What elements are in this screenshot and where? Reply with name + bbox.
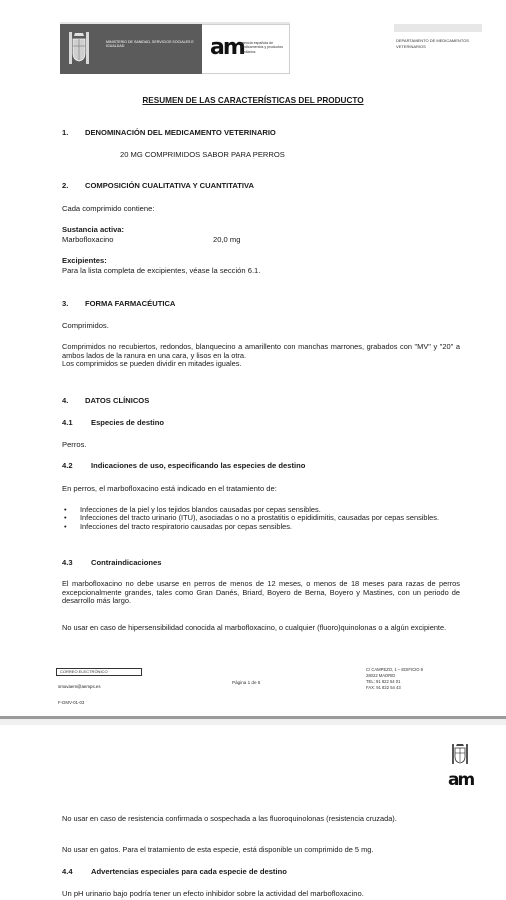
section-1-heading: DENOMINACIÓN DEL MEDICAMENTO VETERINARIO bbox=[85, 128, 276, 137]
address-line: TEL: 91 822 54 01 bbox=[366, 679, 401, 684]
address-line: C/ CAMPEZO, 1 – EDIFICIO 8 bbox=[366, 667, 424, 672]
warnings-text: Un pH urinario bajo podría tener un efecto inhibidor sobre la actividad del marbofloxacino. bbox=[62, 889, 364, 898]
ministry-name: MINISTERIO DE SANIDAD, SERVICIOS SOCIALES E IGUALDAD bbox=[106, 40, 194, 49]
active-substance-amount: 20,0 mg bbox=[213, 235, 241, 244]
agency-address bbox=[366, 667, 476, 691]
agency-name: agencia española de medicamentos y productos sanitarios bbox=[240, 41, 283, 54]
indications-intro: En perros, el marbofloxacino está indicado en el tratamiento de: bbox=[62, 484, 277, 493]
form-description: Comprimidos no recubiertos, redondos, blanquecino a amarillento con manchas marrones, grabados con "MV" y "20" a ambos lados de la ranura en una cara, y lisos en la otra. bbox=[62, 342, 460, 360]
pharmaceutical-form: Comprimidos. bbox=[62, 321, 109, 330]
document-code: F-DMV-01-03 bbox=[58, 700, 85, 705]
department-bar bbox=[394, 24, 482, 32]
list-item: • Infecciones del tracto respiratorio causadas por cepas sensibles. bbox=[80, 523, 460, 531]
section-4-heading: DATOS CLÍNICOS bbox=[85, 396, 150, 405]
address-line: FAX: 91 822 54 43 bbox=[366, 685, 401, 690]
list-item: • Infecciones de la piel y los tejidos blandos causadas por cepas sensibles. bbox=[80, 506, 460, 514]
address-line: 28022 MADRID bbox=[366, 673, 396, 678]
active-substance-heading: Sustancia activa: bbox=[62, 225, 125, 234]
coat-of-arms-icon bbox=[451, 742, 469, 766]
section-4-2-number: 4.2 bbox=[62, 461, 73, 470]
indications-list bbox=[62, 506, 460, 531]
active-substance-name: Marbofloxacino bbox=[62, 235, 114, 244]
section-4-1-number: 4.1 bbox=[62, 418, 73, 427]
contraindications-paragraph-2: No usar en caso de hipersensibilidad conocida al marbofloxacino, o cualquier (fluoro)quinolonas o a algún excipiente. bbox=[62, 623, 447, 632]
document-title: RESUMEN DE LAS CARACTERÍSTICAS DEL PRODUCTO bbox=[142, 96, 364, 105]
email-label-box: CORREO ELECTRÓNICO bbox=[56, 668, 142, 676]
composition-intro: Cada comprimido contiene: bbox=[62, 204, 155, 213]
section-4-4-number: 4.4 bbox=[62, 867, 73, 876]
section-4-1-heading: Especies de destino bbox=[91, 418, 165, 427]
section-3-number: 3. bbox=[62, 299, 69, 308]
section-4-number: 4. bbox=[62, 396, 69, 405]
section-1-number: 1. bbox=[62, 128, 69, 137]
section-4-4-heading: Advertencias especiales para cada especie de destino bbox=[91, 867, 287, 876]
agency-logo-icon: am bbox=[210, 35, 244, 60]
form-division-note: Los comprimidos se pueden dividir en mitades iguales. bbox=[62, 359, 242, 368]
cats-paragraph: No usar en gatos. Para el tratamiento de esta especie, está disponible un comprimido de 5 mg. bbox=[62, 845, 374, 854]
section-4-3-number: 4.3 bbox=[62, 558, 73, 567]
resistance-paragraph: No usar en caso de resistencia confirmada o sospechada a las fluoroquinolonas (resistencia cruzada). bbox=[62, 814, 397, 823]
excipients-heading: Excipientes: bbox=[62, 256, 107, 265]
section-2-heading: COMPOSICIÓN CUALITATIVA Y CUANTITATIVA bbox=[85, 181, 255, 190]
target-species: Perros. bbox=[62, 440, 87, 449]
product-name: 20 MG COMPRIMIDOS SABOR PARA PERROS bbox=[120, 150, 285, 159]
contact-email: smuvaem@aemps.es bbox=[58, 684, 101, 689]
contraindications-paragraph-1: El marbofloxacino no debe usarse en perros de menos de 12 meses, o menos de 18 meses para razas de perros excepcionalmente grandes, tales como Gran Danés, Briard, Boyero de Berna, Boyero y Mastines, con un periodo de desarrollo más largo. bbox=[62, 579, 460, 606]
department-name: DEPARTAMENTO DE MEDICAMENTOS VETERINARIOS bbox=[396, 38, 469, 49]
section-4-3-heading: Contraindicaciones bbox=[91, 558, 162, 567]
coat-of-arms-icon bbox=[66, 30, 92, 68]
page-number: Página 1 de 6 bbox=[232, 680, 261, 685]
section-4-2-heading: Indicaciones de uso, especificando las especies de destino bbox=[91, 461, 306, 470]
excipients-text: Para la lista completa de excipientes, véase la sección 6.1. bbox=[62, 266, 261, 275]
agency-logo-icon: am bbox=[448, 770, 474, 790]
section-2-number: 2. bbox=[62, 181, 69, 190]
section-3-heading: FORMA FARMACÉUTICA bbox=[85, 299, 176, 308]
list-item: • Infecciones del tracto urinario (ITU), asociadas o no a prostatitis o epididimitis, causadas por cepas sensibles. bbox=[80, 514, 460, 522]
